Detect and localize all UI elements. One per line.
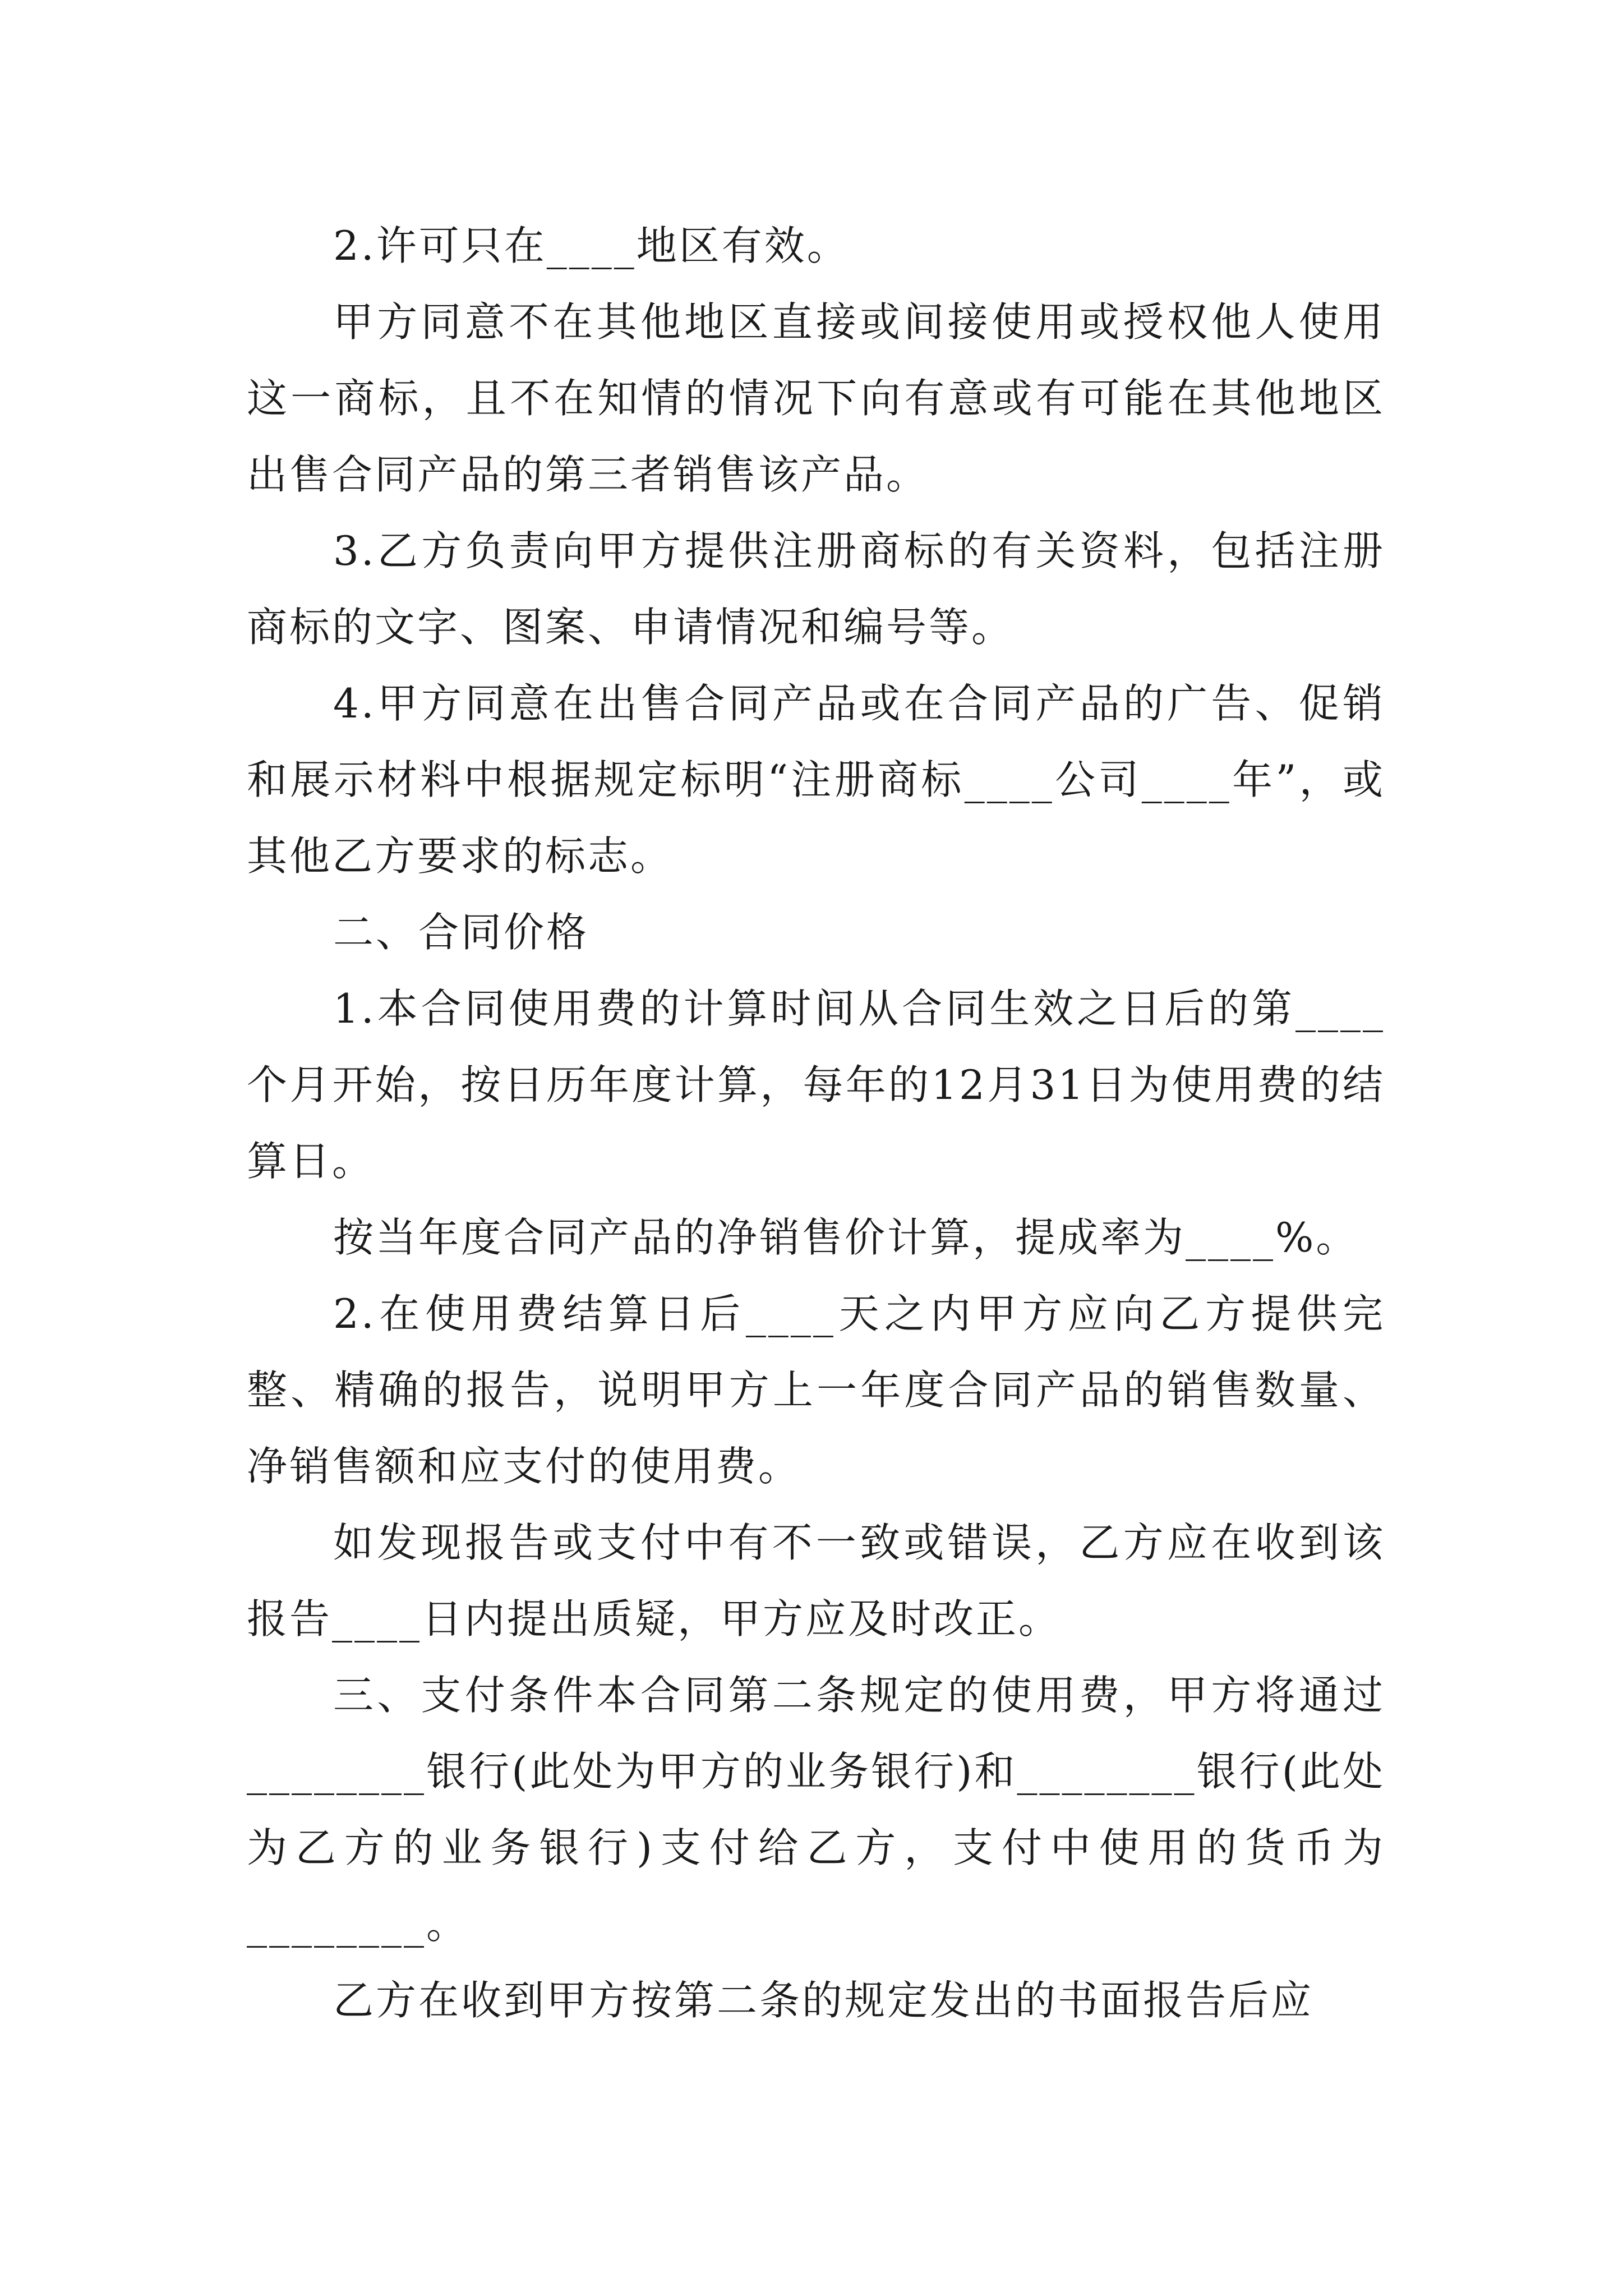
paragraph-party-b-receipt: 乙方在收到甲方按第二条的规定发出的书面报告后应 (333, 1977, 1314, 2024)
paragraph-annual-report: 2.在使用费结算日后____天之内甲方应向乙方提供完整、精确的报告，说明甲方上一年度合同产品的销售数量、净销售额和应支付的使用费。 (247, 1290, 1385, 1490)
paragraph-payment-terms: 三、支付条件本合同第二条规定的使用费，甲方将通过________银行(此处为甲方的业务银行)和________银行(此处为乙方的业务银行)支付给乙方，支付中使用的货币为________。 (247, 1672, 1385, 1948)
paragraph-discrepancy: 如发现报告或支付中有不一致或错误，乙方应在收到该报告____日内提出质疑，甲方应及时改正。 (247, 1519, 1385, 1642)
paragraph-party-a-agreement: 甲方同意不在其他地区直接或间接使用或授权他人使用这一商标，且不在知情的情况下向有意或有可能在其他地区出售合同产品的第三者销售该产品。 (247, 298, 1385, 498)
section-heading-contract-price: 二、合同价格 (333, 909, 589, 956)
paragraph-fee-calculation: 1.本合同使用费的计算时间从合同生效之日后的第____个月开始，按日历年度计算，每年的12月31日为使用费的结算日。 (247, 985, 1385, 1185)
paragraph-trademark-marking: 4.甲方同意在出售合同产品或在合同产品的广告、促销和展示材料中根据规定标明“注册商标____公司____年”，或其他乙方要求的标志。 (247, 680, 1385, 880)
paragraph-trademark-materials: 3.乙方负责向甲方提供注册商标的有关资料，包括注册商标的文字、图案、申请情况和编号等。 (247, 527, 1385, 651)
document-body (247, 208, 1385, 2039)
paragraph-license-region: 2.许可只在____地区有效。 (333, 222, 850, 269)
paragraph-royalty-rate: 按当年度合同产品的净销售价计算，提成率为____%。 (333, 1214, 1359, 1261)
